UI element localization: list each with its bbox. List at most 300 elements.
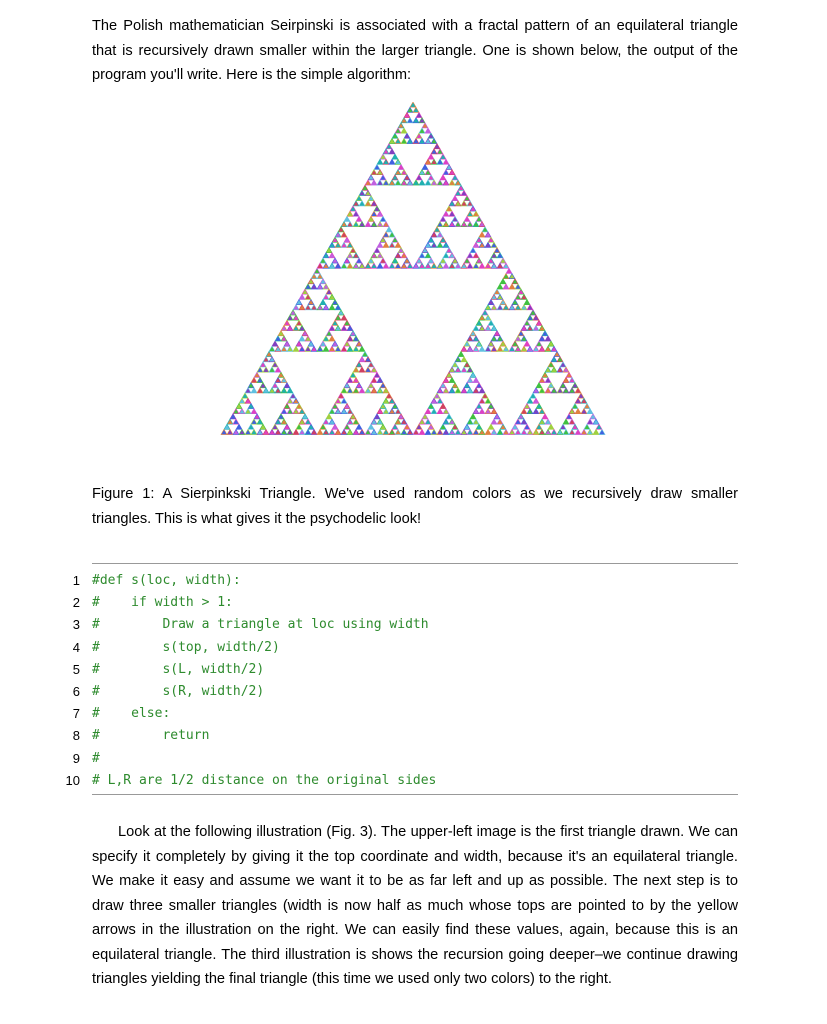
fractal-triangle — [461, 388, 467, 393]
fractal-triangle — [236, 403, 242, 408]
fractal-triangle — [530, 393, 536, 398]
fractal-triangle — [407, 138, 413, 143]
fractal-triangle — [299, 346, 305, 351]
fractal-triangle — [275, 429, 281, 434]
fractal-triangle — [362, 185, 368, 190]
fractal-triangle — [467, 429, 473, 434]
fractal-triangle — [269, 429, 275, 434]
fractal-triangle — [395, 409, 401, 414]
fractal-triangle — [464, 383, 470, 388]
code-text: # if width > 1: — [92, 595, 233, 611]
fractal-triangle — [485, 305, 491, 310]
fractal-triangle — [272, 424, 278, 429]
code-text: # s(top, width/2) — [92, 639, 280, 655]
fractal-triangle — [380, 258, 386, 263]
fractal-triangle — [344, 320, 350, 325]
code-top-rule — [92, 563, 738, 564]
fractal-triangle — [527, 325, 533, 330]
fractal-triangle — [419, 118, 425, 123]
fractal-triangle — [419, 419, 425, 424]
code-line — [0, 681, 827, 703]
fractal-triangle — [524, 341, 530, 346]
fractal-triangle — [437, 149, 443, 154]
fractal-triangle — [401, 263, 407, 268]
fractal-triangle — [329, 419, 335, 424]
fractal-triangle — [341, 388, 347, 393]
fractal-triangle — [380, 403, 386, 408]
fractal-triangle — [308, 424, 314, 429]
fractal-triangle — [518, 331, 524, 336]
fractal-triangle — [329, 305, 335, 310]
fractal-triangle — [377, 388, 383, 393]
fractal-triangle — [383, 149, 389, 154]
fractal-triangle — [428, 175, 434, 180]
fractal-triangle — [335, 325, 341, 330]
fractal-triangle — [311, 305, 317, 310]
fractal-triangle — [455, 429, 461, 434]
fractal-triangle — [575, 398, 581, 403]
fractal-triangle — [452, 175, 458, 180]
fractal-triangle — [236, 424, 242, 429]
fractal-triangle — [461, 357, 467, 362]
fractal-triangle — [356, 258, 362, 263]
fractal-triangle — [497, 429, 503, 434]
fractal-triangle — [533, 325, 539, 330]
fractal-triangle — [527, 398, 533, 403]
fractal-triangle — [299, 409, 305, 414]
fractal-triangle — [482, 310, 488, 315]
code-line — [0, 748, 827, 770]
fractal-triangle — [416, 175, 422, 180]
fractal-triangle — [389, 159, 395, 164]
fractal-triangle — [587, 409, 593, 414]
fractal-triangle — [359, 201, 365, 206]
fractal-triangle — [449, 263, 455, 268]
fractal-triangle — [407, 429, 413, 434]
fractal-triangle — [251, 409, 257, 414]
fractal-triangle — [431, 409, 437, 414]
fractal-triangle — [407, 107, 413, 112]
fractal-triangle — [449, 429, 455, 434]
fractal-triangle — [461, 367, 467, 372]
fractal-triangle — [239, 398, 245, 403]
fractal-triangle — [368, 196, 374, 201]
fractal-triangle — [368, 175, 374, 180]
fractal-triangle — [419, 170, 425, 175]
fractal-triangle — [347, 336, 353, 341]
line-number: 4 — [72, 639, 80, 655]
fractal-triangle — [332, 237, 338, 242]
fractal-triangle — [359, 357, 365, 362]
fractal-triangle — [431, 138, 437, 143]
fractal-triangle — [299, 429, 305, 434]
fractal-triangle — [335, 263, 341, 268]
fractal-triangle — [563, 388, 569, 393]
fractal-triangle — [401, 419, 407, 424]
line-number: 9 — [72, 750, 80, 766]
fractal-triangle — [287, 346, 293, 351]
fractal-triangle — [569, 377, 575, 382]
fractal-triangle — [350, 206, 356, 211]
fractal-triangle — [452, 383, 458, 388]
fractal-triangle — [344, 383, 350, 388]
fractal-triangle — [539, 346, 545, 351]
fractal-triangle — [332, 320, 338, 325]
fractal-triangle — [245, 398, 251, 403]
fractal-triangle — [293, 409, 299, 414]
fractal-triangle — [356, 341, 362, 346]
fractal-triangle — [572, 383, 578, 388]
fractal-triangle — [419, 138, 425, 143]
fractal-triangle — [251, 429, 257, 434]
fractal-triangle — [248, 403, 254, 408]
fractal-triangle — [467, 367, 473, 372]
fractal-triangle — [548, 424, 554, 429]
fractal-triangle — [449, 211, 455, 216]
fractal-triangle — [551, 346, 557, 351]
fractal-triangle — [413, 429, 419, 434]
fractal-triangle — [455, 367, 461, 372]
fractal-triangle — [575, 429, 581, 434]
fractal-triangle — [335, 398, 341, 403]
fractal-triangle — [578, 393, 584, 398]
fractal-triangle — [425, 138, 431, 143]
fractal-triangle — [473, 242, 479, 247]
fractal-triangle — [344, 258, 350, 263]
fractal-triangle — [383, 388, 389, 393]
fractal-triangle — [488, 424, 494, 429]
fractal-triangle — [413, 180, 419, 185]
fractal-triangle — [320, 279, 326, 284]
fractal-triangle — [476, 341, 482, 346]
fractal-triangle — [470, 331, 476, 336]
fractal-triangle — [347, 325, 353, 330]
fractal-triangle — [452, 258, 458, 263]
fractal-triangle — [560, 362, 566, 367]
fractal-triangle — [479, 346, 485, 351]
fractal-triangle — [467, 377, 473, 382]
fractal-triangle — [377, 211, 383, 216]
fractal-triangle — [476, 320, 482, 325]
fractal-triangle — [407, 118, 413, 123]
fractal-triangle — [494, 331, 500, 336]
fractal-triangle — [494, 414, 500, 419]
fractal-triangle — [311, 284, 317, 289]
fractal-triangle — [224, 424, 230, 429]
fractal-triangle — [455, 263, 461, 268]
fractal-triangle — [485, 325, 491, 330]
code-text: # else: — [92, 706, 171, 722]
fractal-triangle — [512, 424, 518, 429]
fractal-triangle — [395, 138, 401, 143]
fractal-triangle — [347, 211, 353, 216]
fractal-triangle — [590, 414, 596, 419]
code-line — [0, 725, 827, 747]
fractal-triangle — [536, 403, 542, 408]
code-text: # s(R, width/2) — [92, 683, 265, 699]
fractal-triangle — [332, 258, 338, 263]
fractal-triangle — [443, 429, 449, 434]
fractal-triangle — [497, 263, 503, 268]
fractal-triangle — [311, 273, 317, 278]
fractal-triangle — [287, 429, 293, 434]
fractal-triangle — [434, 227, 440, 232]
fractal-triangle — [299, 419, 305, 424]
fractal-triangle — [371, 222, 377, 227]
fractal-triangle — [473, 325, 479, 330]
fractal-triangle — [341, 222, 347, 227]
fractal-triangle — [281, 409, 287, 414]
fractal-triangle — [323, 284, 329, 289]
fractal-triangle — [500, 279, 506, 284]
fractal-triangle — [275, 346, 281, 351]
fractal-triangle — [305, 284, 311, 289]
fractal-triangle — [341, 409, 347, 414]
fractal-triangle — [308, 279, 314, 284]
fractal-triangle — [293, 398, 299, 403]
fractal-triangle — [326, 331, 332, 336]
fractal-triangle — [497, 253, 503, 258]
fractal-triangle — [263, 357, 269, 362]
fractal-triangle — [389, 242, 395, 247]
fractal-triangle — [422, 164, 428, 169]
fractal-triangle — [302, 414, 308, 419]
fractal-triangle — [413, 107, 419, 112]
fractal-triangle — [557, 357, 563, 362]
fractal-triangle — [362, 351, 368, 356]
fractal-triangle — [302, 331, 308, 336]
fractal-triangle — [401, 180, 407, 185]
fractal-triangle — [353, 336, 359, 341]
fractal-triangle — [257, 377, 263, 382]
fractal-triangle — [437, 398, 443, 403]
fractal-triangle — [518, 289, 524, 294]
fractal-triangle — [449, 253, 455, 258]
fractal-triangle — [392, 133, 398, 138]
fractal-triangle — [398, 414, 404, 419]
fractal-triangle — [287, 325, 293, 330]
fractal-triangle — [533, 398, 539, 403]
line-number: 7 — [72, 706, 80, 722]
fractal-triangle — [470, 206, 476, 211]
fractal-triangle — [284, 424, 290, 429]
fractal-triangle — [527, 409, 533, 414]
fractal-triangle — [404, 175, 410, 180]
fractal-triangle — [359, 367, 365, 372]
fractal-triangle — [551, 357, 557, 362]
fractal-triangle — [353, 367, 359, 372]
fractal-triangle — [254, 372, 260, 377]
fractal-triangle — [335, 429, 341, 434]
fractal-triangle — [563, 419, 569, 424]
fractal-triangle — [296, 424, 302, 429]
fractal-triangle — [353, 388, 359, 393]
fractal-triangle — [443, 263, 449, 268]
fractal-triangle — [524, 299, 530, 304]
fractal-triangle — [281, 419, 287, 424]
fractal-triangle — [440, 216, 446, 221]
fractal-triangle — [353, 253, 359, 258]
fractal-triangle — [539, 325, 545, 330]
fractal-triangle — [437, 242, 443, 247]
fractal-triangle — [419, 253, 425, 258]
body-paragraph: Look at the following illustration (Fig. 3). The upper-left image is the first triangle drawn. We can specify it completely by giving it the top coordinate and width, because it's an equilateral triangle. We make it easy and assume we want it to be as far left and up as possible. The next step is to draw three smaller triangles (width is now half as much whose tops are pointed to by the yellow arrows in the illustration on the right. We can easily find these values, again, because this is an equilateral triangle. The third illustration is shows the recursion going deeper–we continue drawing triangles yielding the final triangle (this time we used only two colors) to the right. — [92, 824, 738, 987]
sierpinski-figure — [220, 102, 606, 442]
fractal-triangle — [533, 429, 539, 434]
fractal-triangle — [341, 325, 347, 330]
fractal-triangle — [419, 128, 425, 133]
fractal-triangle — [485, 242, 491, 247]
fractal-triangle — [314, 268, 320, 273]
fractal-triangle — [335, 315, 341, 320]
fractal-triangle — [473, 429, 479, 434]
fractal-triangle — [443, 388, 449, 393]
fractal-triangle — [383, 159, 389, 164]
fractal-triangle — [377, 170, 383, 175]
fractal-triangle — [437, 180, 443, 185]
fractal-triangle — [251, 419, 257, 424]
fractal-triangle — [368, 383, 374, 388]
fractal-triangle — [413, 118, 419, 123]
fractal-triangle — [377, 377, 383, 382]
fractal-triangle — [443, 409, 449, 414]
fractal-triangle — [473, 222, 479, 227]
fractal-triangle — [245, 388, 251, 393]
fractal-triangle — [428, 133, 434, 138]
fractal-triangle — [404, 133, 410, 138]
fractal-triangle — [341, 429, 347, 434]
code-line — [0, 659, 827, 681]
fractal-triangle — [335, 346, 341, 351]
fractal-triangle — [278, 372, 284, 377]
fractal-triangle — [467, 388, 473, 393]
fractal-triangle — [227, 419, 233, 424]
fractal-triangle — [431, 232, 437, 237]
fractal-triangle — [332, 341, 338, 346]
fractal-triangle — [389, 138, 395, 143]
fractal-triangle — [425, 242, 431, 247]
fractal-triangle — [467, 253, 473, 258]
fractal-triangle — [368, 216, 374, 221]
fractal-triangle — [299, 336, 305, 341]
fractal-triangle — [356, 196, 362, 201]
code-line — [0, 637, 827, 659]
fractal-triangle — [278, 331, 284, 336]
fractal-triangle — [407, 180, 413, 185]
fractal-triangle — [509, 429, 515, 434]
fractal-triangle — [584, 424, 590, 429]
fractal-triangle — [425, 419, 431, 424]
fractal-triangle — [299, 294, 305, 299]
fractal-triangle — [542, 331, 548, 336]
fractal-triangle — [305, 294, 311, 299]
fractal-triangle — [593, 429, 599, 434]
fractal-triangle — [311, 429, 317, 434]
fractal-triangle — [575, 388, 581, 393]
fractal-triangle — [434, 144, 440, 149]
fractal-triangle — [497, 419, 503, 424]
fractal-triangle — [284, 341, 290, 346]
fractal-triangle — [542, 414, 548, 419]
fractal-triangle — [431, 398, 437, 403]
fractal-triangle — [446, 164, 452, 169]
fractal-triangle — [452, 362, 458, 367]
fractal-triangle — [377, 242, 383, 247]
fractal-triangle — [269, 367, 275, 372]
fractal-triangle — [428, 403, 434, 408]
fractal-triangle — [482, 227, 488, 232]
fractal-triangle — [272, 383, 278, 388]
fractal-triangle — [323, 253, 329, 258]
fractal-triangle — [260, 424, 266, 429]
fractal-triangle — [425, 128, 431, 133]
fractal-triangle — [305, 305, 311, 310]
fractal-triangle — [329, 253, 335, 258]
fractal-triangle — [524, 403, 530, 408]
fractal-triangle — [377, 222, 383, 227]
fractal-triangle — [347, 388, 353, 393]
fractal-triangle — [269, 357, 275, 362]
fractal-triangle — [329, 325, 335, 330]
fractal-triangle — [479, 398, 485, 403]
fractal-triangle — [296, 403, 302, 408]
fractal-triangle — [425, 170, 431, 175]
fractal-triangle — [431, 149, 437, 154]
fractal-triangle — [329, 409, 335, 414]
fractal-triangle — [509, 305, 515, 310]
fractal-triangle — [455, 190, 461, 195]
line-number: 10 — [65, 772, 80, 788]
fractal-triangle — [431, 263, 437, 268]
fractal-triangle — [437, 429, 443, 434]
fractal-triangle — [371, 180, 377, 185]
fractal-triangle — [344, 237, 350, 242]
fractal-triangle — [380, 237, 386, 242]
fractal-triangle — [383, 232, 389, 237]
fractal-triangle — [446, 372, 452, 377]
fractal-triangle — [383, 180, 389, 185]
fractal-triangle — [323, 305, 329, 310]
fractal-triangle — [491, 409, 497, 414]
fractal-triangle — [518, 414, 524, 419]
fractal-triangle — [389, 409, 395, 414]
fractal-triangle — [284, 383, 290, 388]
fractal-triangle — [410, 102, 416, 107]
fractal-triangle — [515, 305, 521, 310]
fractal-triangle — [347, 263, 353, 268]
fractal-triangle — [521, 305, 527, 310]
fractal-triangle — [473, 419, 479, 424]
fractal-triangle — [479, 388, 485, 393]
fractal-triangle — [395, 253, 401, 258]
fractal-triangle — [392, 154, 398, 159]
fractal-triangle — [503, 429, 509, 434]
fractal-triangle — [440, 424, 446, 429]
fractal-triangle — [299, 325, 305, 330]
fractal-triangle — [263, 388, 269, 393]
fractal-triangle — [476, 424, 482, 429]
fractal-triangle — [401, 429, 407, 434]
fractal-triangle — [323, 346, 329, 351]
fractal-triangle — [305, 336, 311, 341]
fractal-triangle — [446, 247, 452, 252]
fractal-triangle — [278, 414, 284, 419]
fractal-triangle — [401, 138, 407, 143]
fractal-triangle — [539, 409, 545, 414]
fractal-triangle — [515, 346, 521, 351]
fractal-triangle — [359, 263, 365, 268]
fractal-triangle — [404, 112, 410, 117]
